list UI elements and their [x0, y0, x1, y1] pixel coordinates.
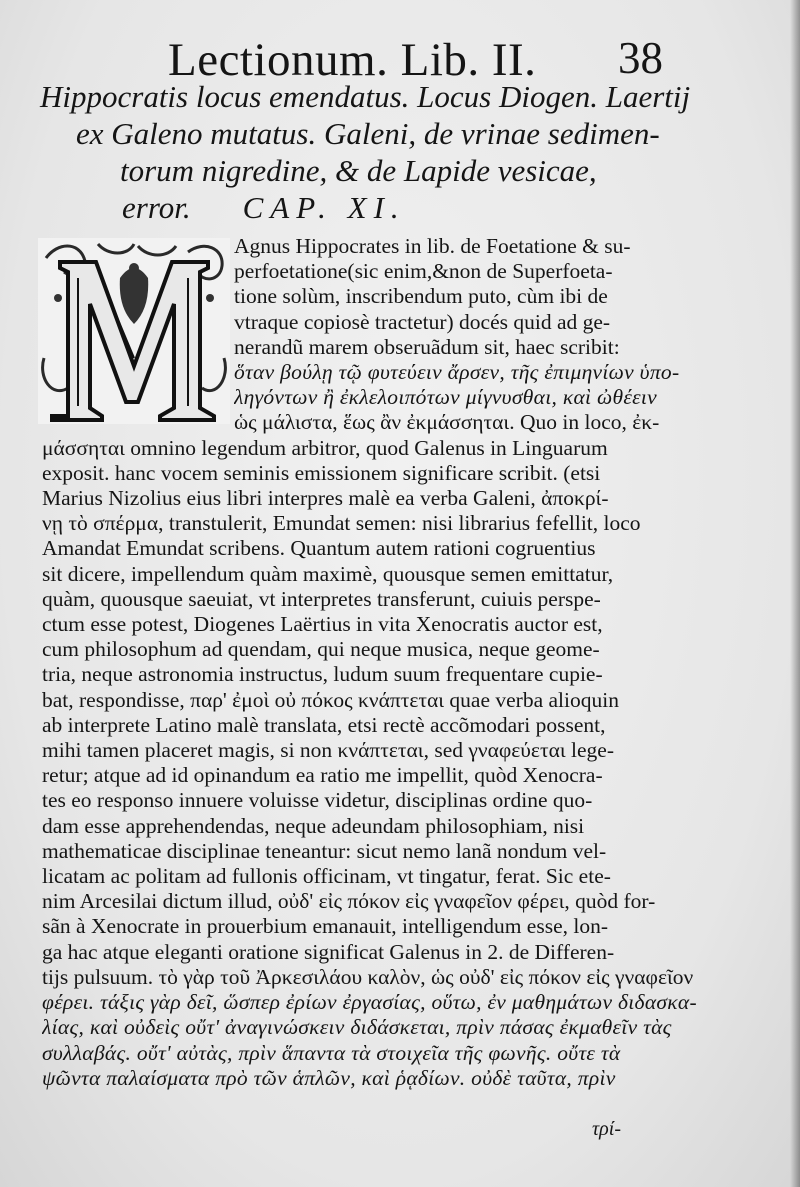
- text-line: tijs pulsuum. τὸ γὰρ τοῦ Ἀρκεσιλάου καλὸν, ὡς οὐδ' εἰς πόκον εἰς γναφεῖον: [42, 964, 694, 989]
- text-line: exposit. hanc vocem seminis emissionem significare scribit. (etsi: [42, 460, 601, 485]
- text-line: quàm, quousque saeuiat, vt interpretes transferunt, cuiuis perspe-: [42, 586, 601, 611]
- text-line: ὡς μάλιστα, ἕως ἂν ἐκμάσσηται. Quo in loco, ἐκ-: [234, 410, 660, 435]
- text-line: sãn à Xenocrate in prouerbium emanauit, intelligendum esse, lon-: [42, 914, 608, 939]
- text-line: νῃ τὸ σπέρμα, transtulerit, Emundat semen: nisi librarius fefellit, loco: [42, 511, 641, 536]
- text-line: nim Arcesilai dictum illud, οὐδ' εἰς πόκον εἰς γναφεῖον φέρει, quòd for-: [42, 889, 656, 914]
- text-line: dam esse apprehendendas, neque adeundam philosophiam, nisi: [42, 813, 585, 838]
- title-line-last: [40, 189, 760, 226]
- text-line: mathematicae disciplinae teneantur: sicut nemo lanã nondum vel-: [42, 838, 607, 863]
- text-line: ψῶντα παλαίσματα πρὸ τῶν ἁπλῶν, καὶ ῥᾳδίων. οὐδὲ ταῦτα, πρὶν: [42, 1065, 616, 1090]
- title-line: ex Galeno mutatus. Galeni, de vrinae sedimen-: [76, 116, 660, 151]
- text-line: bat, respondisse, παρ' ἐμοὶ οὐ πόκος κνάπτεται quae verba alioquin: [42, 687, 619, 712]
- text-line: λίας, καὶ οὐδεὶς οὔτ' ἀναγινώσκειν διδάσκεται, πρὶν πάσας ἐκμαθεῖν τὰς: [42, 1015, 672, 1040]
- text-line: ab interprete Latino malè translata, etsi rectè accõmodari possent,: [42, 712, 606, 737]
- text-line: φέρει. τάξις γὰρ δεῖ, ὥσπερ ἐρίων ἐργασίας, οὕτω, ἐν μαθημάτων διδασκα-: [42, 990, 697, 1015]
- text-line: cum philosophum ad quendam, qui neque musica, neque geome-: [42, 637, 600, 662]
- body-text: [42, 234, 708, 1091]
- text-line: Amandat Emundat scribens. Quantum autem rationi cogruentius: [42, 536, 596, 561]
- text-line: tione solùm, inscribendum puto, cùm ibi de: [234, 284, 608, 309]
- chapter-title: [40, 78, 760, 226]
- catchword: τρί-: [592, 1118, 621, 1140]
- page-edge-shadow: [790, 0, 800, 1187]
- text-line: licatam ac politam ad fullonis officinam, vt tingatur, ferat. Sic ete-: [42, 864, 611, 889]
- title-line: torum nigredine, & de Lapide vesicae,: [120, 153, 597, 188]
- text-line: nerandũ marem obseruãdum sit, haec scribit:: [234, 334, 620, 359]
- text-line: ctum esse potest, Diogenes Laërtius in vita Xenocratis auctor est,: [42, 612, 603, 637]
- text-line: mihi tamen placeret magis, si non κνάπτεται, sed γναφεύεται lege-: [42, 738, 614, 763]
- text-line: μάσσηται omnino legendum arbitror, quod Galenus in Linguarum: [42, 435, 608, 460]
- page-number: 38: [618, 33, 663, 83]
- text-line: vtraque copiosè tractetur) docés quid ad ge-: [234, 309, 611, 334]
- chapter-label: CAP. XI.: [242, 190, 406, 225]
- text-line: ὅταν βούλῃ τῷ φυτεύειν ἄρσεν, τῆς ἐπιμηνίων ὑπο-: [234, 360, 680, 385]
- title-line: Hippocratis locus emendatus. Locus Diogen. Laertij: [40, 79, 691, 114]
- text-line: tria, neque astronomia instructus, ludum suum frequentare cupie-: [42, 662, 603, 687]
- text-line: ga hac atque eleganti oratione significat Galenus in 2. de Differen-: [42, 939, 615, 964]
- text-line: Marius Nizolius eius libri interpres malè ea verba Galeni, ἀποκρί-: [42, 486, 609, 511]
- text-line: Agnus Hippocrates in lib. de Foetatione & su-: [234, 234, 631, 258]
- text-line: perfoetatione(sic enim,&non de Superfoeta-: [234, 259, 613, 284]
- text-line: συλλαβάς. οὔτ' αὐτὰς, πρὶν ἅπαντα τὰ στοιχεῖα τῆς φωνῆς. οὔτε τὰ: [42, 1040, 621, 1065]
- text-line: ληγόντων ἢ ἐκλελοιπότων μίγνυσθαι, καὶ ὠθέειν: [234, 385, 657, 410]
- text-line: tes eo responso innuere voluisse videtur, disciplinas ordine quo-: [42, 788, 593, 813]
- text-line: sit dicere, impellendum quàm maximè, quousque semen emittatur,: [42, 561, 614, 586]
- title-line: error.: [122, 190, 191, 225]
- running-head: Lectionum. Lib. II.: [168, 34, 537, 86]
- text-line: retur; atque ad id opinandum ea ratio me impellit, quòd Xenocra-: [42, 763, 603, 788]
